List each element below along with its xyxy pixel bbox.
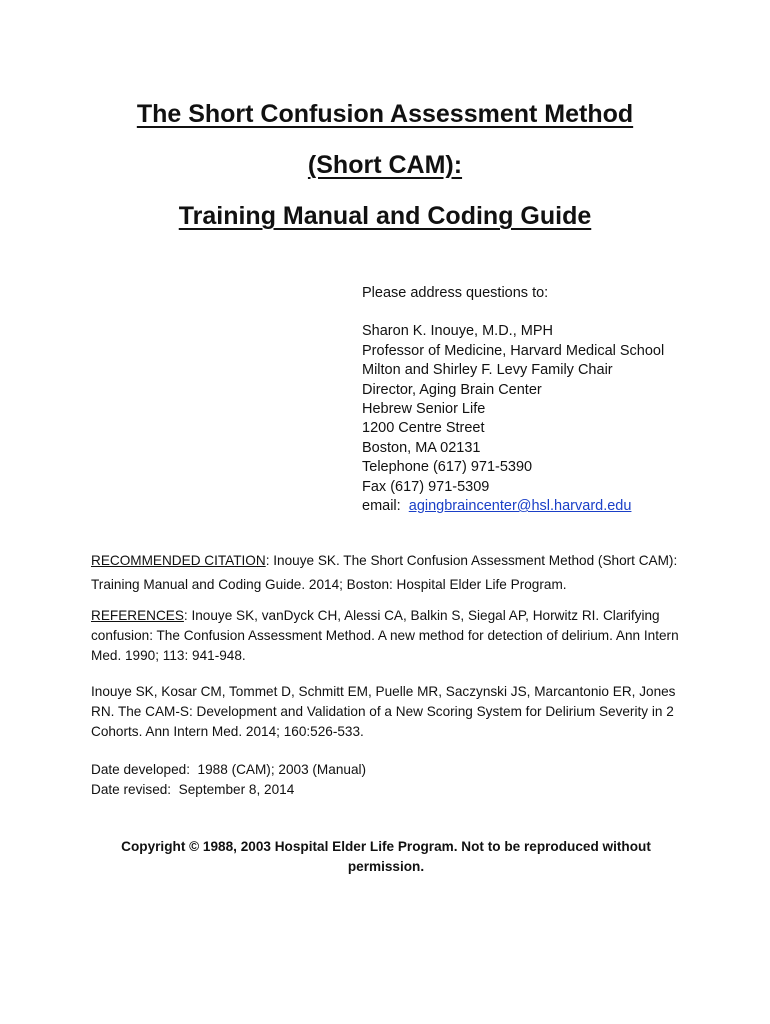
contact-role-chair: Milton and Shirley F. Levy Family Chair xyxy=(362,362,613,379)
date-developed: Date developed: 1988 (CAM); 2003 (Manual) xyxy=(91,762,367,777)
contact-name: Sharon K. Inouye, M.D., MPH xyxy=(362,323,553,340)
contact-role-professor: Professor of Medicine, Harvard Medical School xyxy=(362,342,665,359)
copyright-notice: Copyright © 1988, 2003 Hospital Elder Life Program. Not to be reproduced without permission. xyxy=(121,839,651,874)
references xyxy=(91,606,681,666)
contact-block xyxy=(362,284,664,516)
dates-block xyxy=(91,760,681,800)
contact-email-label: email: xyxy=(362,498,409,515)
contact-city: Boston, MA 02131 xyxy=(362,439,481,456)
references-label: REFERENCES xyxy=(91,608,184,623)
recommended-citation xyxy=(91,549,681,597)
document-title-line-3: Training Manual and Coding Guide xyxy=(178,202,592,230)
contact-organization: Hebrew Senior Life xyxy=(362,401,486,418)
reference-1: : Inouye SK, vanDyck CH, Alessi CA, Balkin S, Siegal AP, Horwitz RI. Clarifying confusion: The Confusion Assessment Method. A new method for detection of delirium. Ann Intern Med. 1990; 113: 941-948. xyxy=(91,608,679,663)
document-title-line-2: (Short CAM): xyxy=(307,151,463,179)
contact-email-row xyxy=(362,497,664,516)
contact-email-link[interactable]: agingbraincenter@hsl.harvard.edu xyxy=(408,498,632,515)
date-revised: Date revised: September 8, 2014 xyxy=(91,782,295,797)
contact-street: 1200 Centre Street xyxy=(362,420,485,437)
citation-text: : Inouye SK. The Short Confusion Assessment Method (Short CAM): Training Manual and Coding Guide. 2014; Boston: Hospital Elder Life Program. xyxy=(91,553,678,592)
document-title-line-1: The Short Confusion Assessment Method xyxy=(136,100,634,128)
citation-label: RECOMMENDED CITATION xyxy=(91,553,266,568)
contact-role-director: Director, Aging Brain Center xyxy=(362,381,542,398)
reference-2: Inouye SK, Kosar CM, Tommet D, Schmitt EM, Puelle MR, Saczynski JS, Marcantonio ER, Jones RN. The CAM-S: Development and Validation of a New Scoring System for Delirium Severity in 2 Cohorts. Ann Intern Med. 2014; 160:526-533. xyxy=(91,684,676,739)
contact-intro: Please address questions to: xyxy=(362,285,549,301)
contact-fax: Fax (617) 971-5309 xyxy=(362,478,490,495)
contact-telephone: Telephone (617) 971-5390 xyxy=(362,459,533,476)
